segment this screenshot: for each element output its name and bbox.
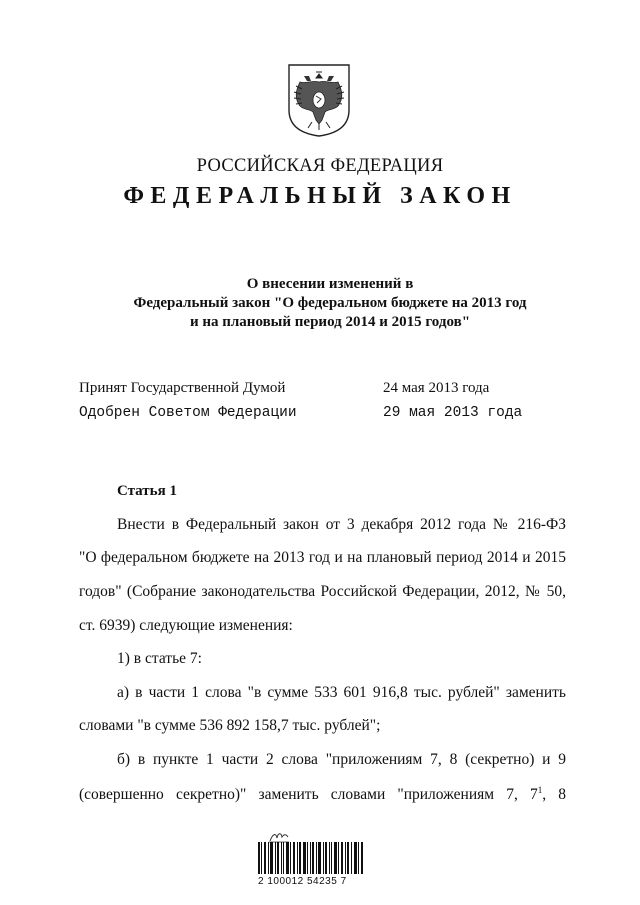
article-text-line: "О федеральном бюджете на 2013 год и на плановый период 2014 и 2015 bbox=[79, 549, 566, 566]
article-text-line: годов" (Собрание законодательства Российской Федерации, 2012, № 50, bbox=[79, 583, 566, 600]
russian-coat-of-arms-icon bbox=[286, 62, 352, 138]
council-approval-label: Одобрен Советом Федерации bbox=[79, 405, 297, 421]
article-item-b-line: б) в пункте 1 части 2 слова "приложениям 7, 8 (секретно) и 9 bbox=[117, 751, 566, 768]
country-name: РОССИЙСКАЯ ФЕДЕРАЦИЯ bbox=[196, 156, 444, 176]
article-item-b-text: , 8 bbox=[542, 786, 567, 803]
handwritten-mark-icon bbox=[268, 829, 290, 843]
article-item-a-line: словами "в сумме 536 892 158,7 тыс. рублей"; bbox=[79, 717, 381, 734]
article-item-a-line: а) в части 1 слова "в сумме 533 601 916,8 тыс. рублей" заменить bbox=[117, 684, 566, 701]
duma-adoption-date: 24 мая 2013 года bbox=[383, 380, 490, 396]
law-title bbox=[60, 275, 600, 332]
superscript-index: 1 bbox=[537, 785, 543, 795]
law-title-line: и на плановый период 2014 и 2015 годов" bbox=[189, 314, 471, 330]
council-approval-date: 29 мая 2013 года bbox=[383, 405, 523, 421]
barcode-icon bbox=[258, 842, 364, 874]
barcode-number: 2 100012 54235 7 bbox=[258, 876, 347, 887]
duma-adoption-label: Принят Государственной Думой bbox=[79, 380, 286, 396]
article-heading: Статья 1 bbox=[117, 483, 177, 499]
article-text-line: Внести в Федеральный закон от 3 декабря 2012 года № 216-ФЗ bbox=[117, 516, 566, 533]
law-title-line: Федеральный закон "О федеральном бюджете на 2013 год bbox=[133, 295, 527, 311]
law-title-line: О внесении изменений в bbox=[246, 276, 414, 292]
article-item-b-line bbox=[79, 785, 566, 804]
article-item-1: 1) в статье 7: bbox=[117, 650, 202, 667]
article-item-b-text: (совершенно секретно)" заменить словами "приложениям 7, 7 bbox=[79, 786, 538, 803]
article-text-line: ст. 6939) следующие изменения: bbox=[79, 617, 293, 634]
document-type: ФЕДЕРАЛЬНЫЙ ЗАКОН bbox=[123, 183, 517, 209]
